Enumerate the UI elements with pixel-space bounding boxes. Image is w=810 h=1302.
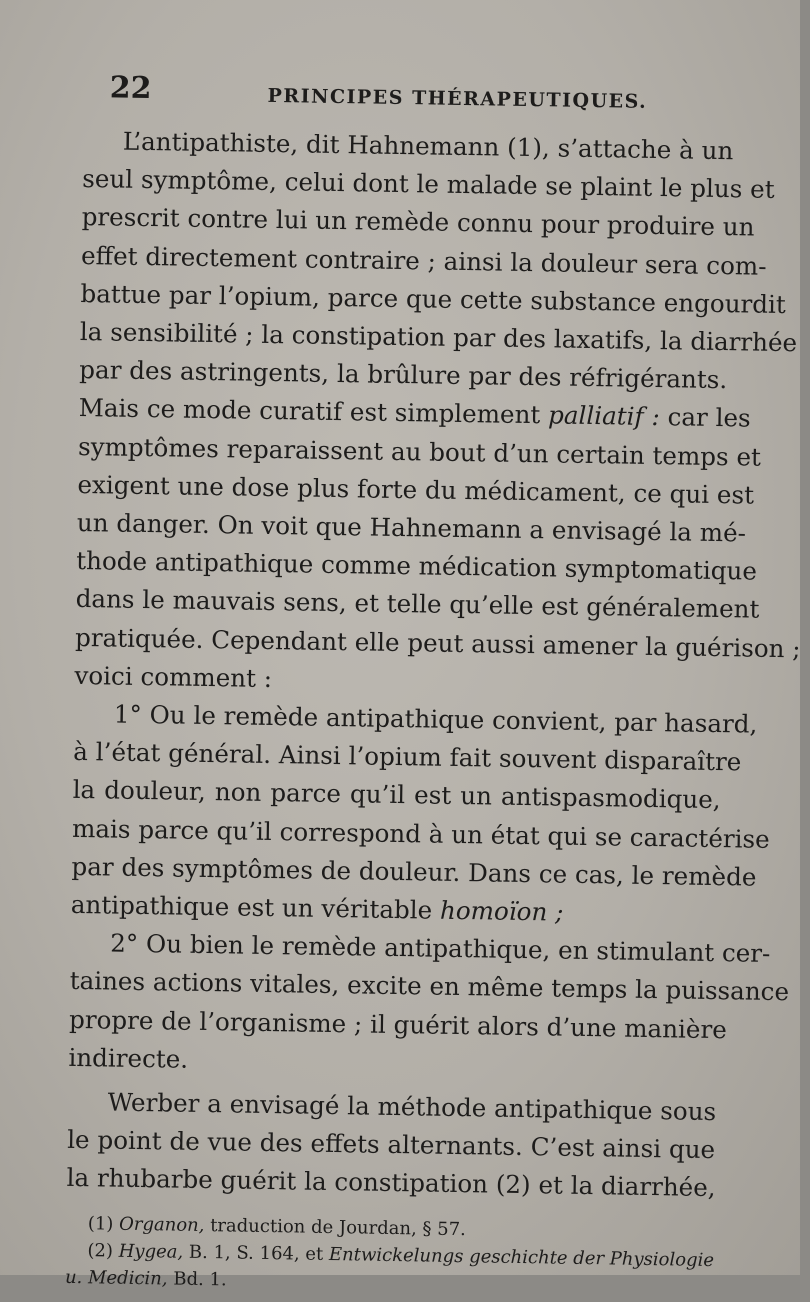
text-line: la douleur, non parce qu’il est un antispasmodique, <box>72 775 721 815</box>
italic-term-palliatif: palliatif : <box>547 400 660 432</box>
text-line: taines actions vitales, excite en même temps la puissance <box>69 966 790 1007</box>
footnote-mark: (1) <box>87 1212 120 1235</box>
text-line: par des astringents, la brûlure par des réfrigérants. <box>79 355 728 395</box>
page-content <box>64 70 801 1301</box>
footnote-italic: Entwickelungs geschichte der Physiologie <box>328 1243 715 1271</box>
footnotes <box>65 1210 714 1301</box>
text-line: la sensibilité ; la constipation par des laxatifs, la diarrhée <box>79 316 798 358</box>
text-line: 1° Ou le remède antipathique convient, par hasard, <box>113 699 758 739</box>
text-line: à l’état général. Ainsi l’opium fait souvent disparaître <box>73 737 742 777</box>
text-line: seul symptôme, celui dont le malade se plaint le plus et <box>82 164 775 205</box>
text-line: mais parce qu’il correspond à un état qui se caractérise <box>71 813 770 854</box>
text-line: Werber a envisagé la méthode antipathique sous <box>107 1087 717 1127</box>
page-header <box>83 70 732 124</box>
footnote-mark: (2) <box>87 1239 119 1262</box>
text-line: le point de vue des effets alternants. C’est ainsi que <box>66 1125 716 1165</box>
paragraph-point-1 <box>70 695 770 934</box>
text-line: un danger. On voit que Hahnemann a envisagé la mé- <box>76 507 747 548</box>
text-line: dans le mauvais sens, et telle qu’elle est généralement <box>75 584 760 625</box>
paragraph-antipathiste <box>74 122 801 705</box>
footnote-text: B. 1, S. 164, et <box>183 1241 330 1265</box>
footnote-italic: Organon, <box>118 1213 205 1236</box>
running-head: PRINCIPES THÉRAPEUTIQUES. <box>267 84 648 113</box>
paragraph-point-2 <box>68 924 790 1087</box>
page-number: 22 <box>109 70 152 107</box>
text-segment: car les <box>659 402 751 433</box>
text-line: symptômes reparaissent au bout d’un certain temps et <box>77 431 762 472</box>
text-line: pratiquée. Cependant elle peut aussi amener la guérison ; <box>74 622 801 663</box>
paragraph-werber <box>66 1083 716 1208</box>
text-line: battue par l’opium, parce que cette substance engourdit <box>80 278 787 319</box>
footnote-italic: Hygea, <box>118 1240 184 1263</box>
italic-term-homoion: homoïon ; <box>439 895 564 927</box>
text-line: prescrit contre lui un remède connu pour produire un <box>81 202 755 242</box>
footnote-italic: u. Medicin, <box>64 1266 168 1290</box>
text-line: thode antipathique comme médication symptomatique <box>76 546 758 586</box>
text-line: L’antipathiste, dit Hahnemann (1), s’attache à un <box>122 126 734 166</box>
text-line: voici comment : <box>74 660 273 693</box>
text-line: par des symptômes de douleur. Dans ce cas, le remède <box>71 851 757 892</box>
text-segment: antipathique est un véritable <box>70 889 441 925</box>
text-line: exigent une dose plus forte du médicament, ce qui est <box>77 469 755 510</box>
text-line: la rhubarbe guérit la constipation (2) et la diarrhée, <box>66 1163 716 1203</box>
text-line: indirecte. <box>68 1042 189 1074</box>
text-line: effet directement contraire ; ainsi la douleur sera com- <box>80 240 767 281</box>
text-line: propre de l’organisme ; il guérit alors d’une manière <box>68 1004 728 1044</box>
text-segment: Mais ce mode curatif est simplement <box>78 393 549 430</box>
text-line: 2° Ou bien le remède antipathique, en stimulant cer- <box>110 928 771 969</box>
footnote-text: traduction de Jourdan, § 57. <box>204 1214 467 1240</box>
footnote-text: Bd. 1. <box>167 1268 227 1291</box>
